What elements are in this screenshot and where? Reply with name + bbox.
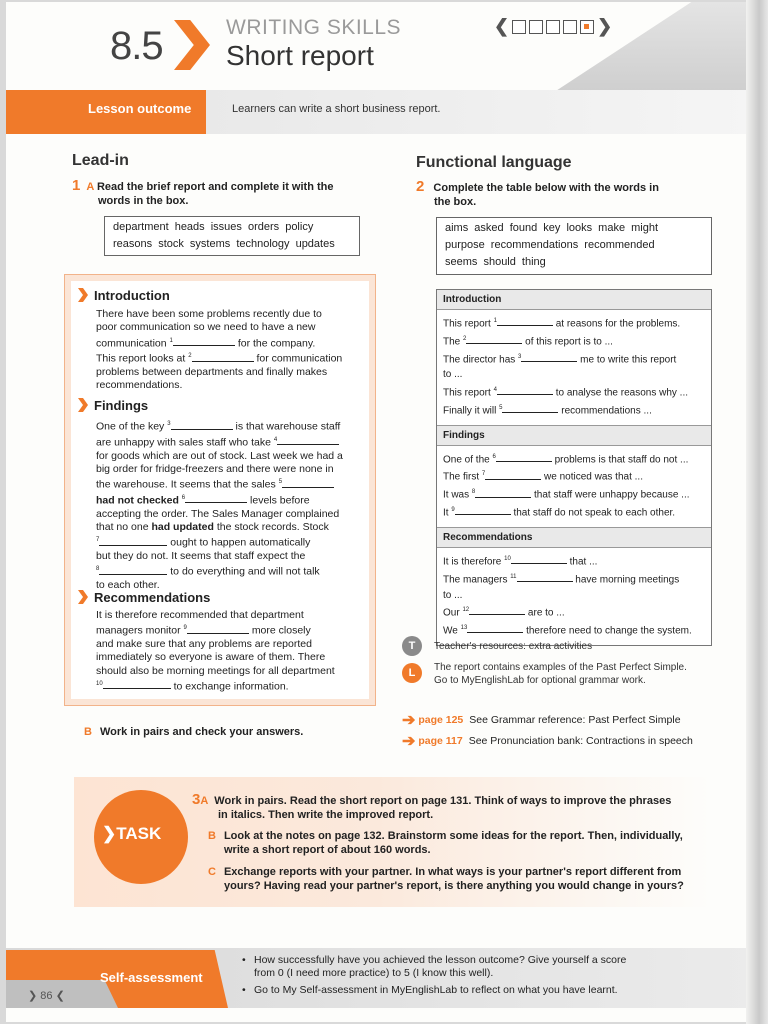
book-spine [746,0,768,1024]
grammar-reference-link[interactable]: ➔ page 125 See Grammar reference: Past Perfect Simple [402,712,681,729]
lesson-number: 8.5 [110,24,163,68]
word-box-1: department heads issues orders policy reasons stock systems technology updates [104,216,360,256]
lead-in-heading: Lead-in [72,152,129,169]
page-title: Short report [226,40,374,71]
page-number: ❯ 86 ❮ [28,990,65,1002]
lab-note: The report contains examples of the Past Perfect Simple. Go to MyEnglishLab for optional grammar work. [434,662,687,686]
task-label: ❯TASK [102,824,162,843]
table-row: Our $^{12}$ are to ... [443,607,565,619]
teacher-resources-icon: T [402,636,422,656]
word-box-2: aims asked found key looks make might purpose recommendations recommended seems should thing [436,217,712,275]
table-row: This report $^4$ to analyse the reasons why ... [443,386,688,399]
lesson-outcome-text: Learners can write a short business report. [232,103,441,115]
pager-box-current [580,20,594,34]
chevron-left-icon: ❮ [494,16,510,36]
self-assessment-item-1: • How successfully have you achieved the lesson outcome? Give yourself a score from 0 (I need more practice) to 5 (I know this well). [254,954,626,980]
myenglishlab-icon: L [402,663,422,683]
self-assessment-label: Self-assessment [100,970,203,985]
pronunciation-bank-link[interactable]: ➔ page 117 See Pronunciation bank: Contractions in speech [402,733,693,750]
chevron-right-icon: ❯ [597,16,613,36]
task-1b-instruction: B Work in pairs and check your answers. [84,726,304,738]
table-row: The $^2$ of this report is to ... [443,335,613,348]
functional-language-table [436,289,712,646]
lesson-outcome-label: Lesson outcome [88,101,192,116]
self-assessment-item-2: • Go to My Self-assessment in MyEnglishLab to reflect on what you have learnt. [254,984,618,997]
report-intro-heading: Introduction [78,288,170,303]
table-row: Finally it will $^5$ recommendations ... [443,404,652,417]
table-row: to ... [443,369,463,381]
task-3b: B Look at the notes on page 132. Brainstorm some ideas for the report. Then, individually, write a short report of about 160 words. [208,830,683,856]
report-findings-text: One of the key $^3$ is that warehouse staff are unhappy with sales staff who take $^4$ for goods which are out of stock. Last week we had a big order for fridge-freezers and there were none in the warehouse. It seems that the sales $^5$ had not checked $^6$ levels before accepting the order. The Sales Manager complained that no one had updated the stock records. Stock $^7$ ought to happen automatically but they do not. It seems that staff expect the $^8$ to do everything and will not talk to each other. [96,420,343,592]
table-row: The managers $^{11}$ have morning meetings [443,573,680,586]
lesson-pager [494,16,612,37]
table-row: It is therefore $^{10}$ that ... [443,555,598,568]
section-label: WRITING SKILLS [226,16,402,39]
report-intro-text: There have been some problems recently due to poor communication so we need to have a new communication $^1$ for the company. This report looks at $^2$ for communication problems between departments and finally makes recommendations. [96,308,343,392]
table-header-recommendations: Recommendations [437,527,711,548]
report-findings-heading: Findings [78,398,148,413]
pager-box [512,20,526,34]
task-1a-instruction: 1 A Read the brief report and complete it with the words in the box. [72,177,334,207]
report-rec-heading: Recommendations [78,590,210,605]
table-row: The first $^7$ we noticed was that ... [443,471,643,483]
pager-box [529,20,543,34]
table-row: One of the $^6$ problems is that staff do not ... [443,453,689,465]
table-row: to ... [443,589,463,601]
textbook-page [6,2,751,1022]
functional-language-heading: Functional language [416,154,572,171]
pager-box [563,20,577,34]
arrow-right-icon: ➔ [402,712,416,729]
table-header-findings: Findings [437,425,711,446]
table-row: It $^9$ that staff do not speak to each other. [443,507,676,519]
task-3c: C Exchange reports with your partner. In what ways is your partner's report different from yours? Having read your partner's report, is there anything you would change in yours? [208,866,684,892]
table-row: We $^{13}$ therefore need to change the system. [443,624,692,637]
table-header-intro: Introduction [437,290,711,310]
arrow-right-icon: ➔ [402,733,416,750]
pager-box [546,20,560,34]
task-2-instruction: 2 Complete the table below with the words in the box. [416,178,659,208]
report-rec-text: It is therefore recommended that department managers monitor $^9$ more closely and make sure that any problems are reported immediately so everyone is aware of them. There should also be morning meetings for all department $^{10}$ to exchange information. [96,609,335,693]
table-row: This report $^1$ at reasons for the problems. [443,318,681,330]
table-row: The director has $^3$ me to write this report [443,353,677,365]
teacher-note: Teacher's resources: extra activities [434,641,593,652]
table-row: It was $^8$ that staff were unhappy because ... [443,489,690,501]
task-3a: 3A Work in pairs. Read the short report on page 131. Think of ways to improve the phrases in italics. Then write the improved report. [192,791,672,821]
